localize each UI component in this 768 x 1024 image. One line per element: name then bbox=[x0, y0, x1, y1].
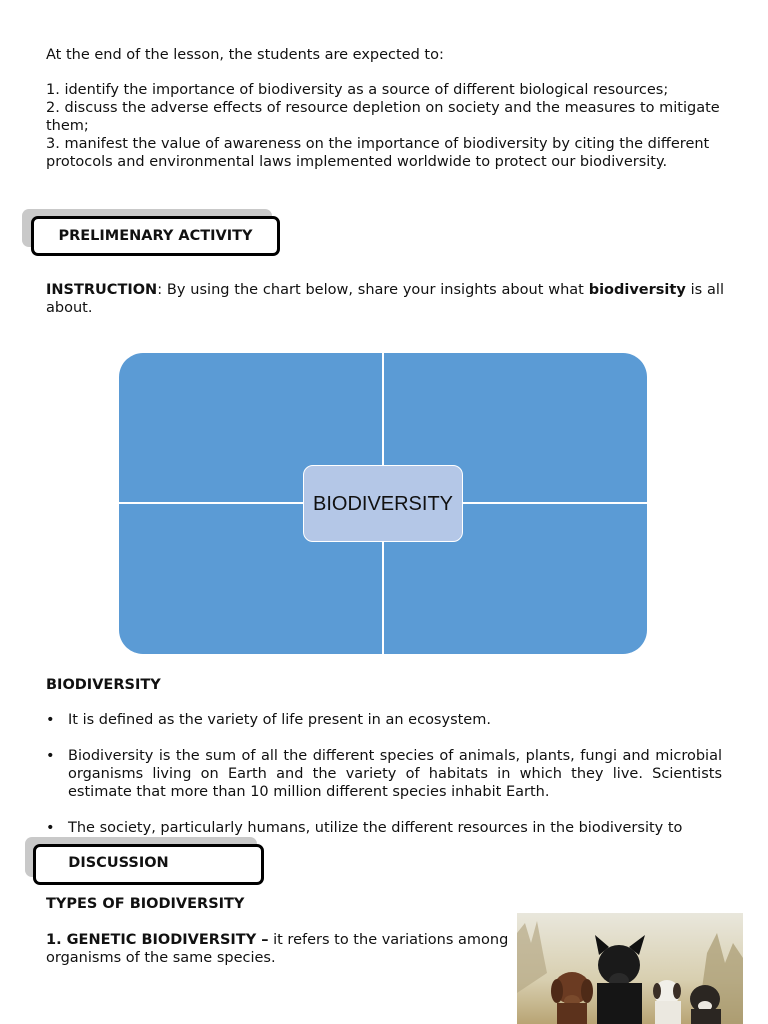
bullet-text: It is defined as the variety of life present in an ecosystem. bbox=[68, 712, 491, 728]
intro-text: At the end of the lesson, the students are expected to: bbox=[46, 47, 444, 63]
instruction-text-2: is all about. bbox=[46, 282, 724, 316]
list-item bbox=[46, 819, 722, 837]
instruction-bold: biodiversity bbox=[588, 282, 686, 298]
bullet-dot: • bbox=[46, 748, 55, 764]
objective-2: 2. discuss the adverse effects of resource depletion on society and the measures to mitigate them; bbox=[46, 100, 720, 134]
genetic-text: it refers to the variations among organisms of the same species. bbox=[46, 932, 509, 966]
objective-1: 1. identify the importance of biodiversity as a source of different biological resources; bbox=[46, 82, 669, 98]
matrix-center-box bbox=[303, 465, 463, 542]
instruction-text bbox=[46, 281, 724, 317]
prelim-tag-box bbox=[31, 216, 280, 256]
list-item bbox=[46, 747, 722, 801]
discussion-tag-box bbox=[33, 844, 264, 885]
biodiversity-bullets bbox=[46, 711, 722, 855]
genetic-biodiversity-text bbox=[46, 931, 532, 967]
instruction-lead: INSTRUCTION bbox=[46, 282, 158, 298]
objectives-list bbox=[46, 81, 736, 171]
objective-3: 3. manifest the value of awareness on the importance of biodiversity by citing the different protocols and environmental laws implemented worldwide to protect our biodiversity. bbox=[46, 136, 710, 170]
bullet-dot: • bbox=[46, 820, 55, 836]
types-heading: TYPES OF BIODIVERSITY bbox=[46, 896, 245, 912]
discussion-tag bbox=[25, 837, 267, 887]
dogs-photo-icon bbox=[517, 913, 743, 1024]
bullet-text: Biodiversity is the sum of all the different species of animals, plants, fungi and microbial organisms living on Earth and the variety of habitats in which they live. Scientists estimate that more than 10 million different species inhabit Earth. bbox=[68, 748, 722, 800]
matrix-center-label: BIODIVERSITY bbox=[312, 492, 454, 515]
prelim-activity-tag bbox=[22, 209, 282, 257]
bullet-text: The society, particularly humans, utilize the different resources in the biodiversity to bbox=[68, 820, 683, 836]
list-item bbox=[46, 711, 722, 729]
dogs-photo bbox=[517, 913, 743, 1024]
discussion-tag-label: DISCUSSION bbox=[68, 855, 169, 871]
prelim-tag-label: PRELIMENARY ACTIVITY bbox=[58, 228, 253, 244]
biodiversity-heading: BIODIVERSITY bbox=[46, 677, 161, 693]
bullet-dot: • bbox=[46, 712, 55, 728]
instruction-text-1: : By using the chart below, share your insights about what bbox=[157, 282, 589, 298]
genetic-lead: 1. GENETIC BIODIVERSITY – bbox=[46, 932, 269, 948]
